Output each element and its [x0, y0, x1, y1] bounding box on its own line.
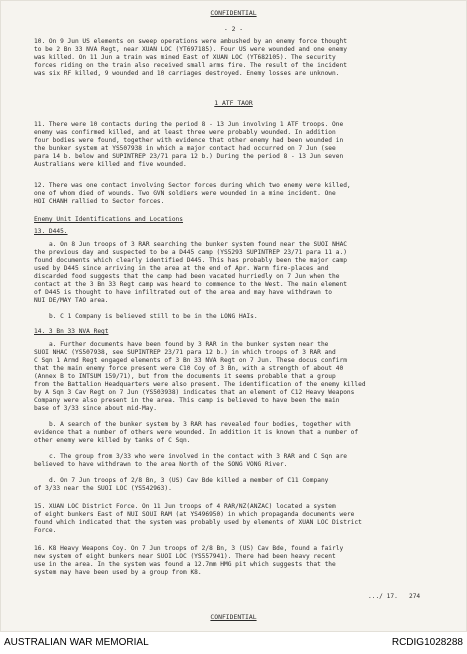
paragraph-13-heading: 13. D445.	[34, 228, 68, 235]
text-line: 11. There were 10 contacts during the period 8 - 13 Jun involving 1 ATF troops. One	[34, 121, 344, 128]
text-line: new system of eight bunkers near SUOI LOC (YS557941). There had been heavy recent	[34, 553, 336, 560]
text-line: enemy was confirmed killed, and at least three were probably wounded. In addition	[34, 129, 336, 136]
paragraph-13b: b. C 1 Company is believed still to be in the LONG HAIs.	[49, 313, 258, 320]
text-line: (Annex B to INTSUM 159/71), but from the documents it seems probable that a group	[34, 373, 336, 380]
text-line: Australians were killed and five wounded.	[34, 161, 187, 168]
text-line: of 3/33 near the SUOI LOC (YS542963).	[34, 485, 172, 492]
text-line: 15. XUAN LOC District Force. On 11 Jun troops of 4 RAR/NZ(ANZAC) located a system	[34, 503, 336, 510]
text-line: the bunker system at YS507938 in which a major contact had occurred on 7 Jun (see	[34, 145, 336, 152]
text-line: by A Sqn 3 Cav Regt on 7 Jun (YS503938) indicates that an element of C12 Heavy Weapons	[34, 389, 355, 396]
text-line: to be 2 Bn 33 NVA Regt, near XUAN LOC (YT697185). Four US were wounded and one enemy	[34, 46, 347, 53]
continuation-marker: .../ 17. 274	[368, 593, 421, 600]
text-line: system may have been used by a group from K8.	[34, 569, 202, 576]
text-line: contact at the 3 Bn 33 Regt camp was heard to commence to the West. The main element	[34, 281, 347, 288]
text-line: from the Battalion Headquarters were also present. The identification of the enemy killed	[34, 381, 366, 388]
text-line: found which indicated that the system was probably used by elements of XUAN LOC District	[34, 519, 362, 526]
text-line: four bodies were found, together with evidence that other enemy had been wounded in	[34, 137, 344, 144]
text-line: one of whom died of wounds. Two GVN soldiers were wounded in a mine incident. One	[34, 190, 336, 197]
archive-name: AUSTRALIAN WAR MEMORIAL	[4, 637, 149, 648]
text-line: discarded food suggests that the camp had been vacated hurriedly on 7 Jun when the	[34, 273, 340, 280]
text-line: para 14 b. below and SUPINTREP 23/71 para 12 b.) During the period 8 - 13 Jun seven	[34, 153, 344, 160]
text-line: use in the area. In the system was found a 12.7mm HMG pit which suggests that the	[34, 561, 336, 568]
text-line: believed to have withdrawn to the area North of the SONG VONG River.	[34, 461, 288, 468]
text-line: the previous day and suspected to be a D445 camp (YS5293 SUPINTREP 23/71 para 11 a.)	[34, 249, 347, 256]
text-line: was killed. On 11 Jun a train was mined East of XUAN LOC (YT682105). The security	[34, 54, 336, 61]
text-line: 10. On 9 Jun US elements on sweep operations were ambushed by an enemy force thought	[34, 38, 347, 45]
text-line: C Sqn 1 Armd Regt engaged elements of 3 Bn 33 NVA Regt on 7 Jun. These docus confirm	[34, 357, 347, 364]
text-line: found documents which clearly identified D445. This has probably been the major camp	[34, 257, 347, 264]
text-line: of D445 is thought to have infiltrated out of the area and may have withdrawn to	[34, 289, 333, 296]
text-line: HOI CHANH rallied to Sector forces.	[34, 198, 165, 205]
text-line: NUI DE/MAY TAO area.	[34, 297, 109, 304]
text-line: b. A search of the bunker system by 3 RAR has revealed four bodies, together with	[49, 421, 351, 428]
archive-footer	[0, 632, 467, 654]
text-line: a. On 8 Jun troops of 3 RAR searching the bunker system found near the SUOI NHAC	[49, 241, 348, 248]
text-line: other enemy were killed by tanks of C Sqn.	[34, 437, 191, 444]
text-line: Force.	[34, 527, 57, 534]
text-line: 16. K8 Heavy Weapons Coy. On 7 Jun troops of 2/8 Bn, 3 (US) Cav Bde, found a fairly	[34, 545, 344, 552]
classification-footer: CONFIDENTIAL	[210, 613, 257, 621]
text-line: SUOI NHAC (YS507938, see SUPINTREP 23/71 para 12 b.) in which troops of 3 RAR and	[34, 349, 336, 356]
text-line: of eight bunkers East of NUI SOUI RAM (at YS496950) in which propaganda documents were	[34, 511, 355, 518]
text-line: evidence that a number of others were wounded. In addition it is known that a number of	[34, 429, 359, 436]
text-line: 12. There was one contact involving Sector forces during which two enemy were killed,	[34, 182, 351, 189]
text-line: base of 3/33 since about mid-May.	[34, 405, 157, 412]
section-heading: 1 ATF TAOR	[214, 99, 253, 107]
enemy-heading: Enemy Unit Identifications and Locations	[34, 216, 184, 223]
text-line: c. The group from 3/33 who were involved in the contact with 3 RAR and C Sqn are	[49, 453, 348, 460]
text-line: used by D445 since arriving in the area at the end of Apr. Warm fire-places and	[34, 265, 329, 272]
text-line: forces riding on the train also received small arms fire. The result of the incident	[34, 62, 347, 69]
page-number: - 2 -	[223, 25, 244, 33]
text-line: d. On 7 Jun troops of 2/8 Bn, 3 (US) Cav Bde killed a member of C11 Company	[49, 477, 329, 484]
classification-header: CONFIDENTIAL	[210, 9, 257, 17]
text-line: that the main enemy force present were C10 Coy of 3 Bn, with a strength of about 40	[34, 365, 344, 372]
text-line: Company were also present in the area. This camp is believed to have been the main	[34, 397, 340, 404]
archive-reference: RCDIG1028288	[391, 637, 463, 648]
text-line: was six RF killed, 9 wounded and 10 carriages destroyed. Enemy losses are unknown.	[34, 70, 340, 77]
paragraph-14-heading: 14. 3 Bn 33 NVA Regt	[34, 328, 109, 335]
text-line: a. Further documents have been found by 3 RAR in the bunker system near the	[49, 341, 329, 348]
